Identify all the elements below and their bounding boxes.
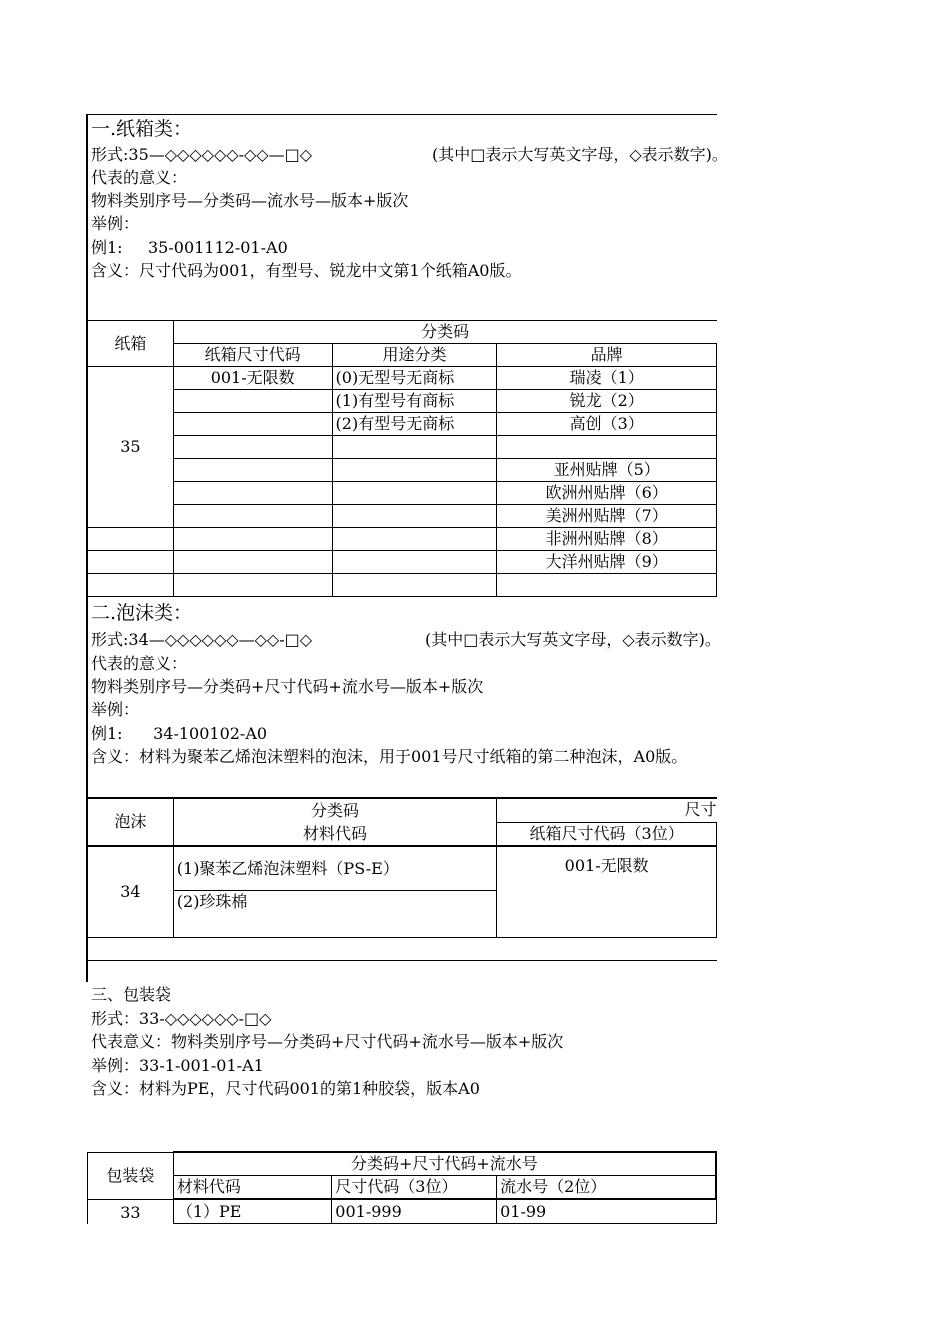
section1-explain: 含义：尺寸代码为001，有型号、锐龙中文第1个纸箱A0版。 xyxy=(91,261,522,280)
foam-header-size: 纸箱尺寸代码（3位） xyxy=(497,822,717,846)
table-cell xyxy=(332,459,497,482)
section2-format: 形式:34—◇◇◇◇◇◇—◇◇-□◇ xyxy=(91,630,313,649)
section2-meaning-label: 代表的意义： xyxy=(91,654,188,673)
section1-format-note: (其中□表示大写英文字母，◇表示数字)。 xyxy=(432,145,728,164)
section1-example-label: 举例： xyxy=(91,214,140,233)
section3-example: 举例：33-1-001-01-A1 xyxy=(91,1056,264,1075)
section1-example: 例1: 35-001112-01-A0 xyxy=(91,238,288,257)
foam-header-material: 材料代码 xyxy=(303,824,368,843)
table-cell xyxy=(88,938,717,961)
bag-header-group: 分类码+尺寸代码+流水号 xyxy=(173,1152,716,1176)
foam-material-1: (1)聚苯乙烯泡沫塑料（PS-E） xyxy=(173,846,497,891)
bag-header-item: 包装袋 xyxy=(88,1152,174,1199)
carton-header-use: 用途分类 xyxy=(332,344,497,367)
section2-meaning: 物料类别序号—分类码+尺寸代码+流水号—版本+版次 xyxy=(91,677,484,696)
table-cell xyxy=(332,528,497,551)
table-cell xyxy=(173,436,332,459)
foam-size-value: 001-无限数 xyxy=(497,846,717,938)
table-cell xyxy=(173,459,332,482)
foam-header-group xyxy=(173,798,497,846)
section1-format: 形式:35—◇◇◇◇◇◇-◇◇—□◇ xyxy=(91,145,313,164)
carton-brand-3: 高创（3） xyxy=(497,413,717,436)
carton-brand-5: 亚州贴牌（5） xyxy=(497,459,717,482)
carton-brand-4 xyxy=(497,436,717,459)
carton-category-code: 35 xyxy=(88,367,174,528)
section2-explain: 含义：材料为聚苯乙烯泡沫塑料的泡沫，用于001号尺寸纸箱的第二种泡沫，A0版。 xyxy=(91,747,688,766)
table-cell xyxy=(332,574,497,597)
foam-header-item: 泡沫 xyxy=(88,798,174,846)
table-cell xyxy=(497,574,717,597)
foam-material-2: (2)珍珠棉 xyxy=(173,891,497,938)
bag-header-serial: 流水号（2位） xyxy=(497,1176,716,1200)
bag-category-code: 33 xyxy=(88,1199,174,1224)
carton-header-group: 分类码 xyxy=(173,321,716,344)
section3-explain: 含义：材料为PE，尺寸代码001的第1种胶袋，版本A0 xyxy=(91,1079,480,1098)
carton-use-1: (1)有型号有商标 xyxy=(332,390,497,413)
carton-use-0: (0)无型号无商标 xyxy=(332,367,497,390)
foam-header-group-label: 分类码 xyxy=(311,801,360,820)
carton-brand-2: 锐龙（2） xyxy=(497,390,717,413)
table-cell xyxy=(173,528,332,551)
carton-brand-6: 欧洲州贴牌（6） xyxy=(497,482,717,505)
section3-title: 三、包装袋 xyxy=(91,985,172,1004)
table-cell xyxy=(88,551,174,574)
table-cell xyxy=(332,505,497,528)
table-cell xyxy=(173,390,332,413)
bag-header-size: 尺寸代码（3位） xyxy=(332,1176,497,1200)
bag-header-material: 材料代码 xyxy=(173,1176,331,1200)
foam-code-table xyxy=(87,797,717,961)
table-cell xyxy=(173,413,332,436)
section2-example: 例1: 34-100102-A0 xyxy=(91,724,268,743)
section1-title: 一.纸箱类： xyxy=(91,118,193,140)
top-border-line xyxy=(87,114,717,115)
section1-meaning-label: 代表的意义： xyxy=(91,168,188,187)
carton-brand-8: 非洲州贴牌（8） xyxy=(497,528,717,551)
carton-header-item: 纸箱 xyxy=(88,321,174,367)
table-cell xyxy=(173,482,332,505)
carton-use-2: (2)有型号无商标 xyxy=(332,413,497,436)
foam-header-size-group: 尺寸 xyxy=(497,798,717,822)
carton-code-table xyxy=(87,320,717,597)
section2-format-note: (其中□表示大写英文字母，◇表示数字)。 xyxy=(425,630,721,649)
carton-header-size: 纸箱尺寸代码 xyxy=(173,344,332,367)
section1-meaning: 物料类别序号—分类码—流水号—版本+版次 xyxy=(91,191,409,210)
section3-meaning: 代表意义：物料类别序号—分类码+尺寸代码+流水号—版本+版次 xyxy=(91,1032,564,1051)
carton-brand-1: 瑞凌（1） xyxy=(497,367,717,390)
table-cell xyxy=(173,505,332,528)
section2-title: 二.泡沫类： xyxy=(91,602,193,624)
foam-category-code: 34 xyxy=(88,846,174,938)
carton-size-value: 001-无限数 xyxy=(173,367,332,390)
carton-brand-7: 美洲州贴牌（7） xyxy=(497,505,717,528)
table-cell xyxy=(332,551,497,574)
carton-header-brand: 品牌 xyxy=(497,344,717,367)
bag-material-1: （1）PE xyxy=(173,1199,331,1224)
table-cell xyxy=(88,528,174,551)
bag-code-table xyxy=(87,1151,717,1224)
section2-example-label: 举例： xyxy=(91,700,140,719)
bag-serial-range: 01-99 xyxy=(497,1199,716,1224)
table-cell xyxy=(88,574,174,597)
table-cell xyxy=(173,551,332,574)
table-cell xyxy=(173,574,332,597)
table-cell xyxy=(332,436,497,459)
table-cell xyxy=(332,482,497,505)
carton-brand-9: 大洋州贴牌（9） xyxy=(497,551,717,574)
section3-format: 形式：33-◇◇◇◇◇◇-□◇ xyxy=(91,1009,272,1028)
bag-size-range: 001-999 xyxy=(332,1199,497,1224)
